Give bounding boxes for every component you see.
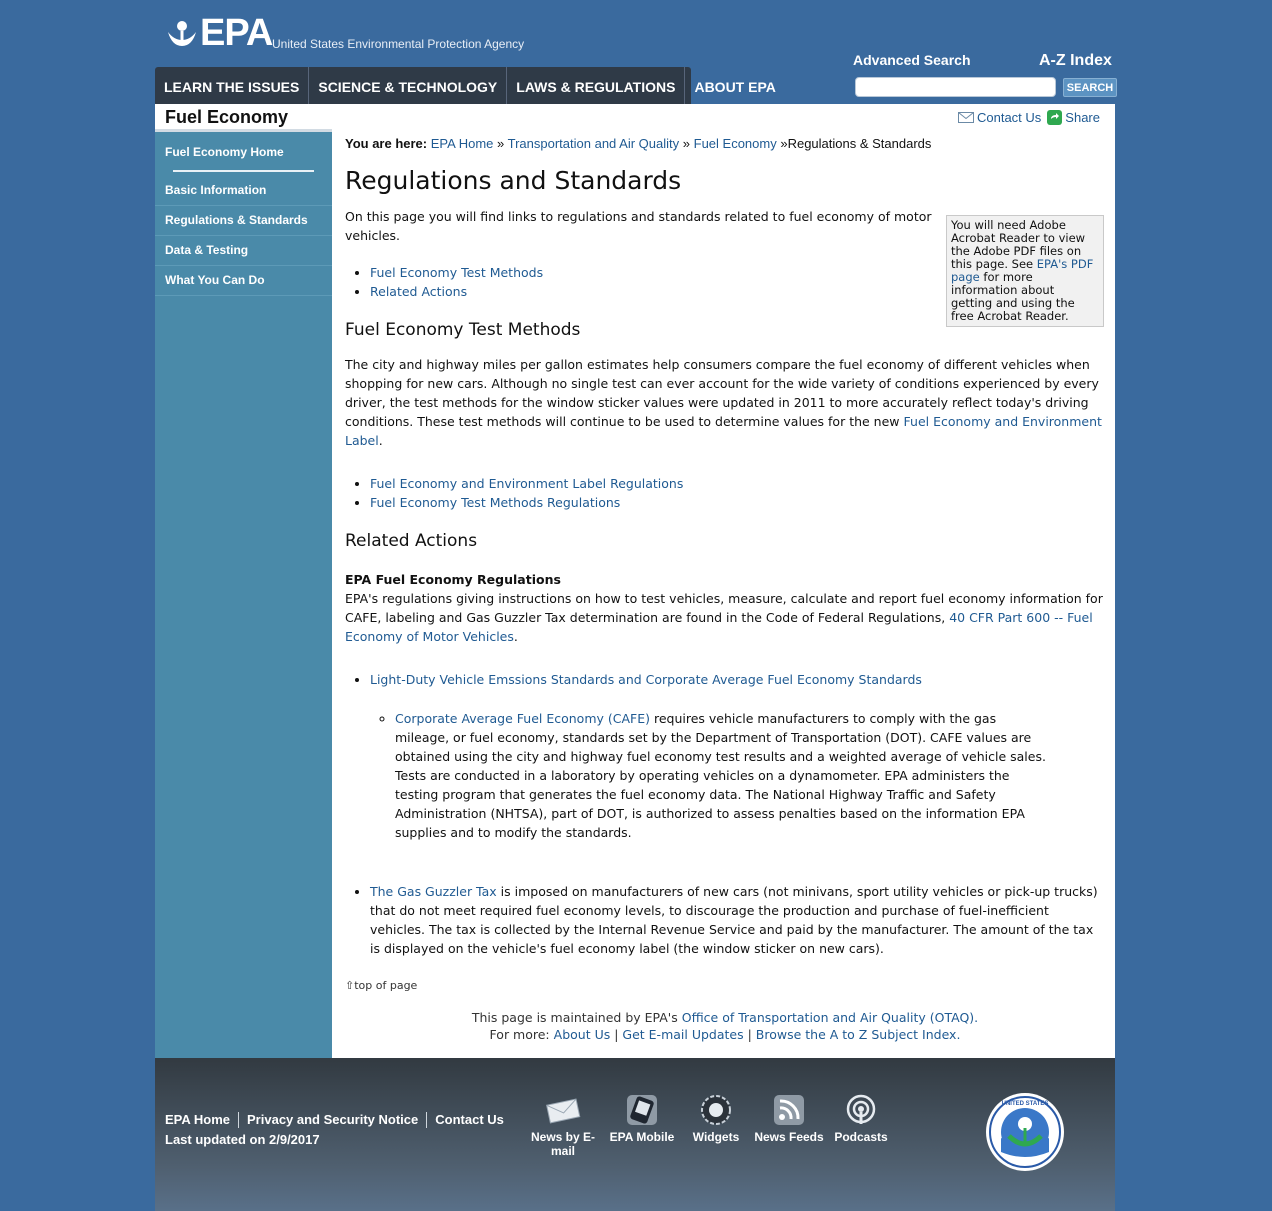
footer-icon-label: News Feeds	[754, 1130, 824, 1144]
sidebar-item-fuel-economy-home[interactable]: Fuel Economy Home	[165, 145, 284, 159]
az-index-link[interactable]: A-Z Index	[1039, 52, 1112, 69]
list-item	[370, 474, 1105, 493]
search-button[interactable]: SEARCH	[1063, 78, 1117, 97]
nav-laws-regulations[interactable]: LAWS & REGULATIONS	[507, 67, 685, 104]
az-subject-index-link[interactable]: Browse the A to Z Subject Index.	[755, 1027, 961, 1042]
gas-guzzler-text: is imposed on manufacturers of new cars (not minivans, sport utility vehicles or pick-up trucks) that do not meet required fuel economy levels, to discourage the production and purchase of fuel-inefficient vehicles. The tax is collected by the Internal Revenue Service and paid by the manufacturer. The amount of the tax is displayed on the vehicle's fuel economy label (the window sticker on new cars).	[370, 884, 1098, 956]
footer-epa-home-link[interactable]: EPA Home	[165, 1112, 239, 1128]
intro-text: On this page you will find links to regulations and standards related to fuel economy of motor vehicles.	[345, 209, 932, 243]
sidebar-item-data-testing[interactable]: Data & Testing	[155, 236, 332, 266]
top-navigation	[155, 67, 776, 104]
epa-seal-icon	[985, 1092, 1065, 1172]
top-of-page-label: top of page	[354, 979, 418, 992]
epa-flower-icon	[166, 18, 198, 50]
nav-about-epa[interactable]: ABOUT EPA	[694, 79, 776, 95]
sidebar-item-what-you-can-do[interactable]: What You Can Do	[155, 266, 332, 296]
maintained-text: This page is maintained by EPA's	[471, 1010, 678, 1025]
breadcrumb-separator: »	[780, 136, 788, 151]
top-of-page-link[interactable]	[345, 976, 1105, 995]
heading-test-methods: Fuel Economy Test Methods	[345, 320, 581, 340]
pdf-notice-box	[946, 215, 1104, 327]
site-footer	[155, 1058, 1115, 1211]
breadcrumb: You are here: EPA Home » Transportation and Air Quality » Fuel Economy »Regulations & Standards	[345, 136, 932, 151]
footer-news-email[interactable]	[523, 1094, 603, 1158]
share-link[interactable]	[1047, 110, 1100, 125]
section-title-text: Fuel Economy	[165, 107, 289, 127]
share-icon	[1047, 110, 1062, 125]
maintained-by	[345, 1009, 1105, 1043]
nav-science-technology[interactable]: SCIENCE & TECHNOLOGY	[309, 67, 507, 104]
cfr-part-600-link[interactable]: 40 CFR Part 600 -- Fuel Economy of Motor Vehicles	[345, 610, 1093, 644]
list-item	[395, 709, 1050, 842]
footer-icon-label: EPA Mobile	[609, 1130, 675, 1144]
advanced-search-link[interactable]: Advanced Search	[853, 52, 971, 68]
for-more-label: For more:	[489, 1027, 550, 1042]
related-text: EPA's regulations giving instructions on how to test vehicles, measure, calculate and report fuel economy information for CAFE, labeling and Gas Guzzler Tax determination are found in the Code of Federal Regulations,	[345, 591, 1103, 625]
test-methods-text: The city and highway miles per gallon estimates help consumers compare the fuel economy of different vehicles when shopping for new cars. Although no single test can ever account for the wide variety of conditions experienced by every driver, the test methods for the window sticker values were updated in 2011 to more accurately reflect today's driving conditions. These test methods will continue to be used to determine values for the new	[345, 357, 1099, 429]
breadcrumb-transportation[interactable]: Transportation and Air Quality	[507, 136, 680, 151]
sidebar-item-regulations-standards[interactable]: Regulations & Standards	[155, 206, 332, 236]
pdf-text-after: for more information about getting and using the free Acrobat Reader.	[951, 270, 1075, 323]
fuel-economy-label-link[interactable]: Fuel Economy and Environment Label	[345, 414, 1102, 448]
footer-widgets[interactable]	[676, 1094, 756, 1144]
page-title: Regulations and Standards	[345, 166, 682, 195]
breadcrumb-current: Regulations & Standards	[787, 136, 932, 151]
last-updated: Last updated on 2/9/2017	[165, 1132, 320, 1147]
toc-link-related-actions[interactable]: Related Actions	[370, 284, 468, 299]
footer-links	[165, 1112, 512, 1128]
breadcrumb-fuel-economy[interactable]: Fuel Economy	[693, 136, 777, 151]
epa-pdf-page-link[interactable]: EPA's PDF page	[951, 257, 1094, 284]
envelope-icon	[545, 1094, 581, 1126]
footer-icon-label: Widgets	[692, 1130, 740, 1144]
footer-icon-label: Podcasts	[834, 1130, 888, 1144]
cafe-list	[370, 709, 1050, 842]
main-wrapper	[155, 104, 1115, 1058]
for-more-line: For more: About Us | Get E-mail Updates | Browse the A to Z Subject Index.	[489, 1027, 961, 1042]
footer-privacy-link[interactable]: Privacy and Security Notice	[239, 1112, 427, 1128]
subheading-fuel-economy-regulations: EPA Fuel Economy Regulations	[345, 572, 561, 587]
about-us-link[interactable]: About Us	[553, 1027, 611, 1042]
breadcrumb-label: You are here	[345, 136, 423, 151]
test-methods-paragraph: The city and highway miles per gallon estimates help consumers compare the fuel economy of different vehicles when shopping for new cars. Although no single test can ever account for the wide variety of conditions experienced by every driver, the test methods for the window sticker values were updated in 2011 to more accurately reflect today's driving conditions. These test methods will continue to be used to determine values for the new Fuel Economy and Environment Label.	[345, 357, 1102, 448]
breadcrumb-epa-home[interactable]: EPA Home	[430, 136, 494, 151]
footer-news-feeds[interactable]	[749, 1094, 829, 1144]
site-header	[0, 0, 1272, 104]
label-regulations-link[interactable]: Fuel Economy and Environment Label Regulations	[370, 476, 684, 491]
list-item	[370, 882, 1105, 958]
list-item	[370, 493, 1105, 512]
utility-links	[958, 110, 1100, 125]
breadcrumb-separator: »	[682, 136, 690, 151]
footer-epa-mobile[interactable]	[602, 1094, 682, 1144]
light-duty-standards-link[interactable]: Light-Duty Vehicle Emssions Standards and Corporate Average Fuel Economy Standards	[370, 672, 922, 687]
contact-us-link[interactable]	[958, 110, 1041, 125]
sidebar	[155, 132, 332, 1058]
toc-link-test-methods[interactable]: Fuel Economy Test Methods	[370, 265, 544, 280]
rss-icon	[771, 1094, 807, 1126]
cafe-text: requires vehicle manufacturers to comply with the gas mileage, or fuel economy, standards set by the Department of Transportation (DOT). CAFE values are obtained using the city and highway fuel economy test results and a weighted average of vehicle sales. Tests are conducted in a laboratory by operating vehicles on a dynamometer. EPA administers the testing program that generates the fuel economy data. The National Highway Traffic and Safety Administration (NHTSA), part of DOT, is authorized to assess penalties based on the information EPA supplies and to modify the standards.	[395, 711, 1046, 840]
sidebar-item-basic-information[interactable]: Basic Information	[155, 176, 332, 206]
mobile-phone-icon	[624, 1094, 660, 1126]
cafe-link[interactable]: Corporate Average Fuel Economy (CAFE)	[395, 711, 650, 726]
sidebar-divider	[173, 170, 314, 172]
agency-name: United States Environmental Protection Agency	[272, 37, 525, 51]
test-methods-regulations-link[interactable]: Fuel Economy Test Methods Regulations	[370, 495, 621, 510]
nav-learn-the-issues[interactable]: LEARN THE ISSUES	[155, 67, 309, 104]
test-methods-links	[345, 474, 1105, 512]
arrow-up-icon: ⇧	[345, 979, 355, 992]
footer-contact-link[interactable]: Contact Us	[435, 1112, 504, 1127]
section-title	[155, 104, 332, 132]
widget-gear-icon	[698, 1094, 734, 1126]
search-input[interactable]	[855, 77, 1056, 97]
share-label: Share	[1065, 110, 1100, 125]
related-paragraph: EPA's regulations giving instructions on how to test vehicles, measure, calculate and report fuel economy information for CAFE, labeling and Gas Guzzler Tax determination are found in the Code of Federal Regulations, 40 CFR Part 600 -- Fuel Economy of Motor Vehicles.	[345, 591, 1103, 644]
email-updates-link[interactable]: Get E-mail Updates	[622, 1027, 744, 1042]
footer-icon-label: News by E-mail	[530, 1130, 596, 1158]
logo-word: EPA	[200, 12, 273, 54]
contact-us-label: Contact Us	[976, 110, 1042, 125]
footer-podcasts[interactable]	[821, 1094, 901, 1144]
list-item	[370, 670, 1105, 842]
otaq-link[interactable]: Office of Transportation and Air Quality (OTAQ).	[681, 1010, 979, 1025]
gas-guzzler-tax-link[interactable]: The Gas Guzzler Tax	[370, 884, 497, 899]
svg-text:UNITED STATES: UNITED STATES	[1001, 1101, 1049, 1107]
breadcrumb-separator: »	[497, 136, 505, 151]
envelope-icon	[958, 112, 974, 123]
podcast-icon	[843, 1094, 879, 1126]
maintained-line	[345, 1009, 1105, 1026]
related-list	[345, 670, 1105, 958]
pdf-text-before: You will need Adobe Acrobat Reader to view the Adobe PDF files on this page. See	[951, 218, 1086, 271]
heading-related-actions: Related Actions	[345, 531, 478, 551]
